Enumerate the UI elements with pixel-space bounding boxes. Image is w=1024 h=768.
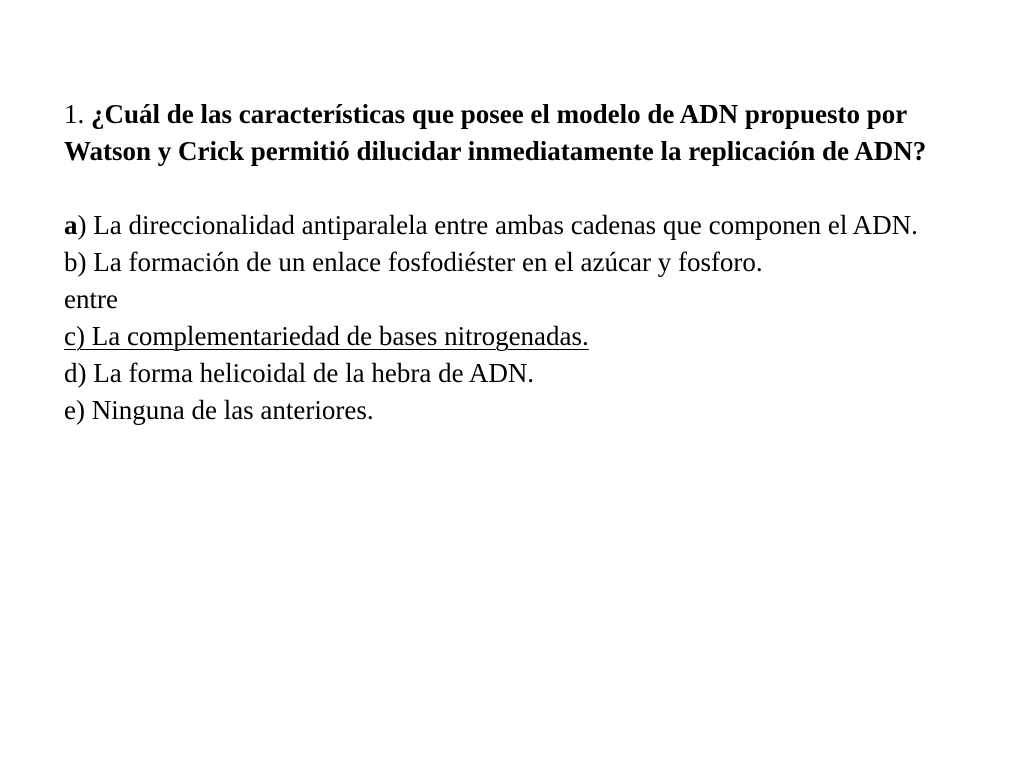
question [64, 96, 964, 170]
option-e: e) Ninguna de las anteriores. [64, 395, 374, 425]
option-a [64, 207, 964, 244]
option-b-extra: entre [64, 284, 118, 314]
option-a-text: ) La direccionalidad antiparalela entre ambas cadenas que componen el ADN. [77, 210, 918, 240]
question-text: ¿Cuál de las características que posee el modelo de ADN propuesto por Watson y Crick permitió dilucidar inmediatamente la replicación de ADN? [64, 99, 927, 166]
option-d: d) La forma helicoidal de la hebra de ADN. [64, 358, 535, 388]
option-c [64, 318, 964, 355]
option-a-letter: a [64, 210, 78, 240]
option-c-text: c) La complementariedad de bases nitrogenadas. [64, 321, 589, 351]
question-number: 1. [64, 99, 85, 129]
option-b: b) La formación de un enlace fosfodiéster en el azúcar y fosforo. [64, 247, 763, 277]
slide-content [64, 96, 964, 429]
spacer [64, 170, 964, 207]
